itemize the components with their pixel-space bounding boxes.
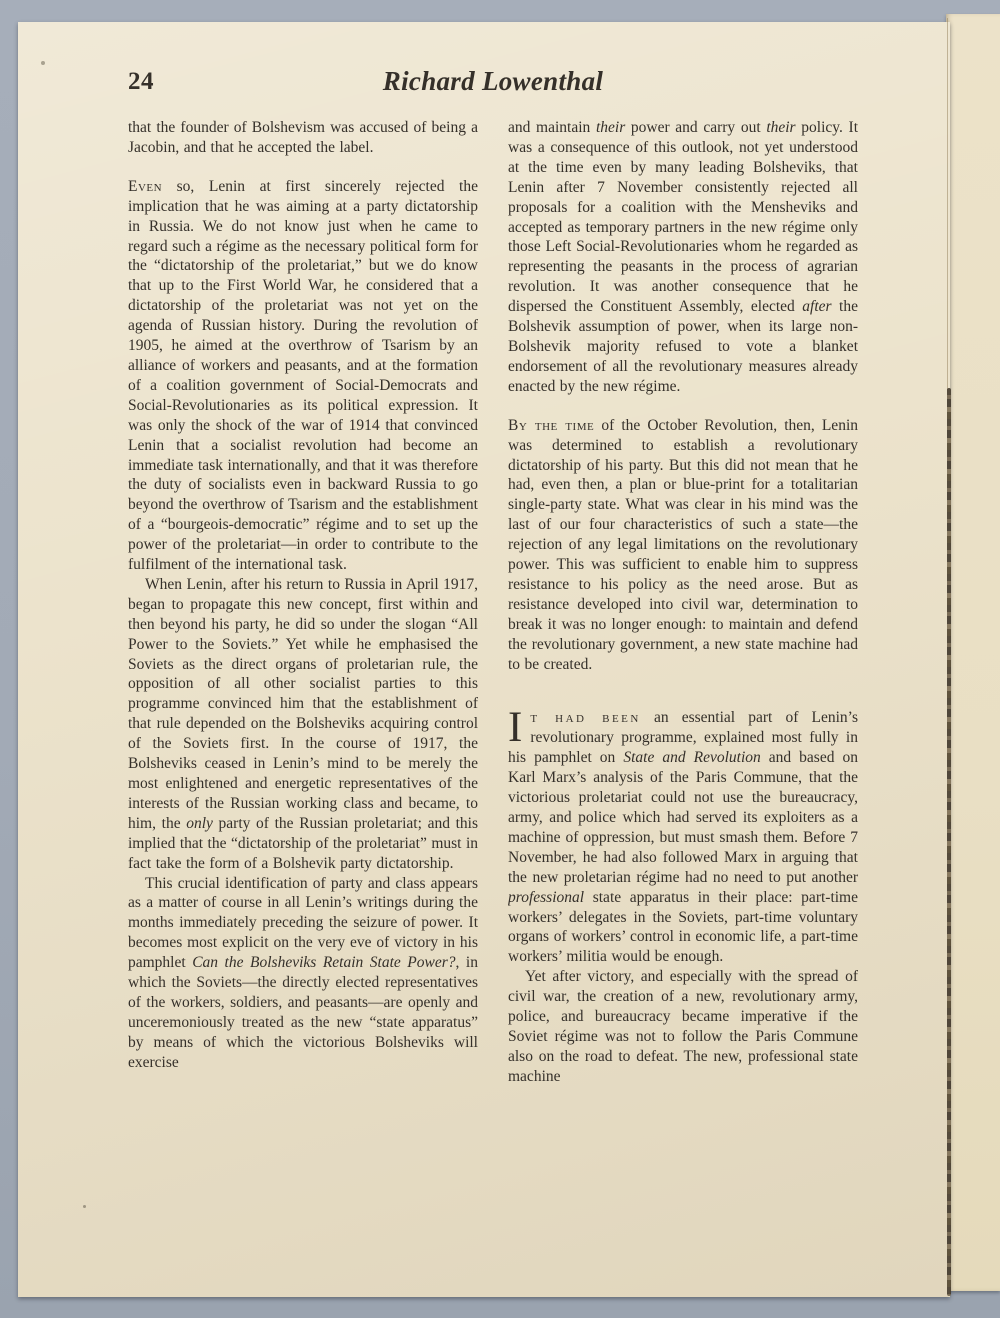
text-run: When Lenin, after his return to Russia in April 1917, began to propagate this new concept, first within and then beyond his party, he did so under the slogan “All Power to the Soviets.” Yet while he emphasised the Soviets as the direct organs of proletarian rule, the opposition of all other socialist parties to this programme convinced him that the establishment of that rule depended on the Bolsheviks acquiring control of the Soviets first. In the course of 1917, the Bolsheviks ceased in Lenin’s mind to be merely the most enlightened and energetic representatives of the interests of the Russian working class and became, to him, the — [128, 575, 478, 832]
paragraph — [128, 177, 478, 575]
text-run: Even — [128, 177, 163, 195]
text-run: only — [186, 814, 213, 832]
text-run: State and Revolution — [623, 749, 761, 767]
text-run: and maintain — [508, 119, 596, 136]
text-run: This crucial identification of party and class appears as a matter of course in all Lenin’s writings during the months immediately preceding the seizure of power. It becomes most explicit on the very eve of victory in his pamphlet — [128, 874, 478, 972]
paragraph — [508, 704, 858, 967]
page-number: 24 — [128, 68, 154, 95]
text-run: Can the Bolsheviks Retain State Power? — [192, 954, 456, 972]
text-run: state apparatus in their place: part-time workers’ delegates in the Soviets, part-time voluntary organs of workers’ control in economic life, a part-time workers’ militia would be enough. — [508, 888, 858, 966]
article-column-left — [128, 118, 478, 1248]
text-run: t had been — [530, 709, 641, 727]
paper-speck — [41, 61, 45, 65]
paragraph — [508, 416, 858, 675]
paragraph — [128, 575, 478, 874]
paragraph — [128, 874, 478, 1073]
text-run: after — [802, 298, 832, 316]
text-run: that the founder of Bolshevism was accused of being a Jacobin, and that he accepted the label. — [128, 119, 478, 156]
paper-speck — [83, 1205, 86, 1208]
text-run: the Bolshevik assumption of power, when its large non-Bolshevik majority refused to vote a blanket endorsement of all the revolutionary measures already enacted by the new régime. — [508, 298, 858, 395]
running-title: Richard Lowenthal — [382, 66, 604, 96]
paragraph — [128, 118, 478, 158]
underlying-page-edge — [946, 14, 1000, 1291]
text-run: Yet after victory, and especially with the spread of civil war, the creation of a new, revolutionary army, police, and bureaucracy became imperative if the Soviet régime was not to follow the Paris Commune also on the road to defeat. The new, professional state machine — [508, 968, 858, 1085]
text-run: their — [595, 119, 626, 136]
text-run: their — [766, 119, 796, 136]
text-run: power and carry out — [625, 119, 767, 136]
text-run: professional — [508, 888, 585, 906]
text-run: of the October Revolution, then, Lenin was determined to establish a revolutionary dictatorship of his party. But this did not mean that he had, even then, a plan or blue-print for a totalitarian single-party state. What was clear in his mind was the last of our four characteristics of such a state—the rejection of any legal limitations on the revolutionary power. This was sufficient to enable him to suppress resistance to his policy as the need arose. But as resistance developed into civil war, determination to break it was no longer enough: to maintain and defend the revolutionary government, a new state machine had to be created. — [508, 416, 858, 673]
drop-cap: I — [508, 704, 523, 752]
text-run: policy. It was a consequence of this outlook, not yet understood at the time even by many leading Bolsheviks, that Lenin after 7 November consistently rejected all proposals for a coalition with the Mensheviks and accepted as temporary partners in the new régime only those Left Social-Revolutionaries whom he regarded as representing the peasants in the process of agrarian revolution. It was another consequence that he dispersed the Constituent Assembly, elected — [508, 119, 858, 316]
text-run: so, Lenin at first sincerely rejected the implication that he was aiming at a party dictatorship in Russia. We do not know just when he came to regard such a régime as the necessary political form for the “dictatorship of the proletariat,” but we do know that up to the First World War, he considered that a dictatorship of the proletariat was not yet on the agenda of Russian history. During the revolution of 1905, he aimed at the overthrow of Tsarism by an alliance of workers and peasants, and at the formation of a coalition government of Social-Democrats and Social-Revolutionaries as its political expression. It was only the shock of the war of 1914 that convinced Lenin that a socialist revolution had become an immediate task internationally, and that it was therefore the duty of socialists even in backward Russia to go beyond the overthrow of Tsarism and the establishment of a “bourgeois-democratic” régime and to set up the power of the proletariat—in order to contribute to the fulfilment of the international task. — [128, 177, 478, 574]
text-run: , in which the Soviets—the directly elected representatives of the workers, soldiers, and peasants—are openly and unceremoniously treated as the new “state apparatus” by means of which the victorious Bolsheviks will exercise — [128, 954, 478, 1071]
paragraph — [508, 118, 858, 397]
text-run: party of the Russian proletariat; and this implied that the “dictatorship of the proletariat” must in fact take the form of a Bolshevik party dictatorship. — [128, 814, 478, 872]
page-crease — [947, 18, 948, 390]
article-column-right — [508, 118, 858, 1248]
text-run: and based on Karl Marx’s analysis of the Paris Commune, that the victorious proletariat could not use the bureaucracy, army, and police which had served its exploiters as a machine of oppression, but must smash them. Before 7 November, he had also followed Marx in arguing that the new proletarian régime had no need to put another — [508, 749, 858, 886]
paragraph — [508, 967, 858, 1086]
text-run: an essential part of Lenin’s revolutionary programme, explained most fully in his pamphlet on — [508, 709, 858, 767]
torn-page-edge — [947, 388, 951, 1296]
article-body — [128, 118, 858, 1248]
magazine-page — [18, 22, 950, 1297]
text-run: By the time — [508, 416, 595, 434]
page-header — [128, 66, 858, 104]
